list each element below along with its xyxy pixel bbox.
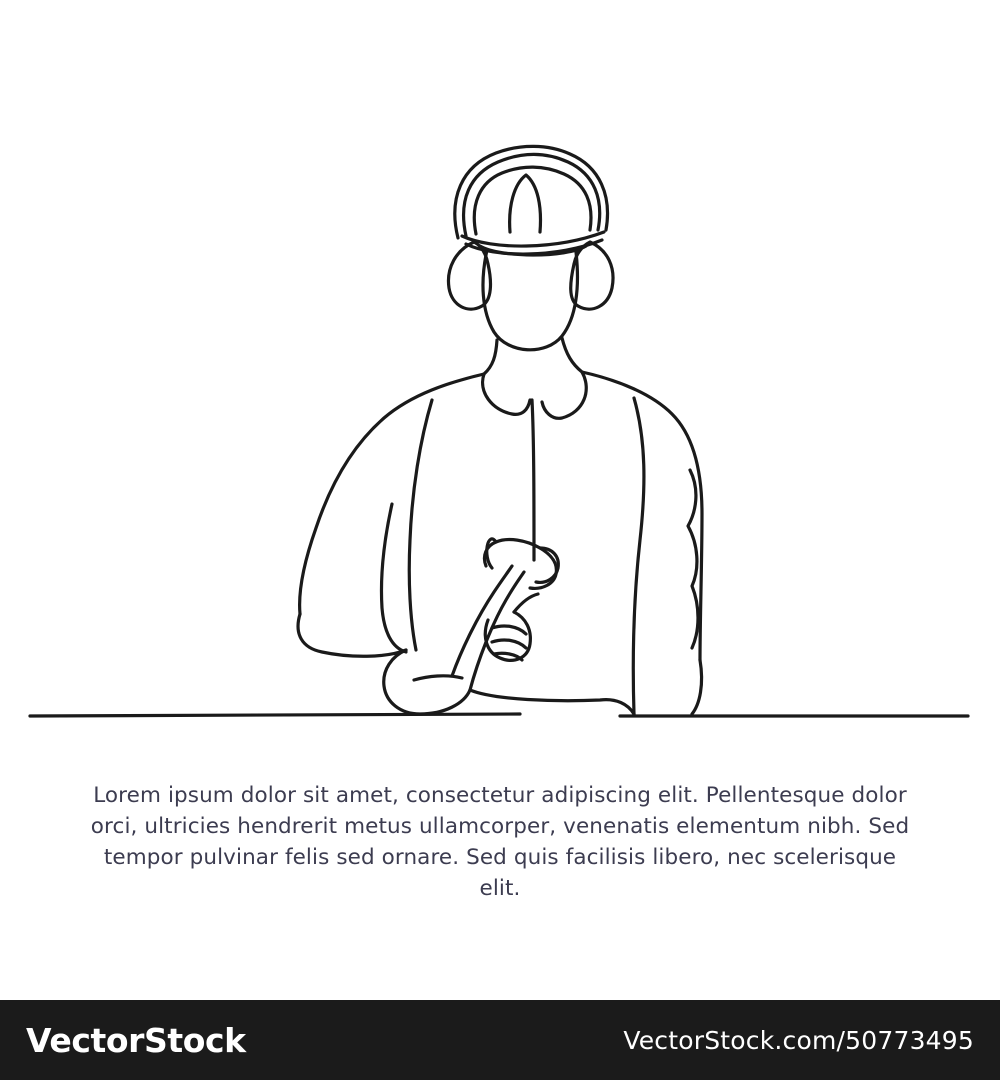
ground-line-left xyxy=(30,714,520,716)
helmet-brim xyxy=(462,232,604,246)
grip-thumb xyxy=(514,594,538,612)
arm-right-inner xyxy=(633,398,644,714)
grip-finger-1 xyxy=(492,626,526,634)
shirt-placket xyxy=(532,400,534,560)
sleeve-left-cuff xyxy=(381,504,406,652)
torso-left-inner xyxy=(409,400,432,650)
neck-left xyxy=(484,340,497,374)
arm-right-wave xyxy=(688,470,698,648)
shoulder-arm-left-outer xyxy=(300,374,484,614)
vectorstock-logo[interactable] xyxy=(26,1021,246,1060)
brand-first-word: Vector xyxy=(26,1020,144,1060)
body-bottom xyxy=(470,690,634,714)
caption-text: Lorem ipsum dolor sit amet, consectetur adipiscing elit. Pellentesque dolor orci, ultricies hendrerit metus ullamcorper, venenatis elementum nibh. Sed tempor pulvinar felis sed ornare. Sed quis facilisis libero, nec scelerisque elit. xyxy=(90,783,910,901)
face-outline xyxy=(483,250,577,350)
grip-finger-2 xyxy=(492,640,526,648)
helmet-crest xyxy=(510,175,541,232)
footer-bar xyxy=(0,1000,1000,1080)
brand-second-word: Stock xyxy=(144,1020,246,1060)
collar-right xyxy=(542,372,586,418)
hand-left-fingers xyxy=(414,676,462,680)
collar-left xyxy=(483,374,530,414)
neck-right xyxy=(562,338,582,372)
sleeve-right-bottom xyxy=(692,660,702,714)
helmet-contour-3 xyxy=(474,167,591,234)
asset-id-label: VectorStock.com/50773495 xyxy=(623,1025,974,1055)
